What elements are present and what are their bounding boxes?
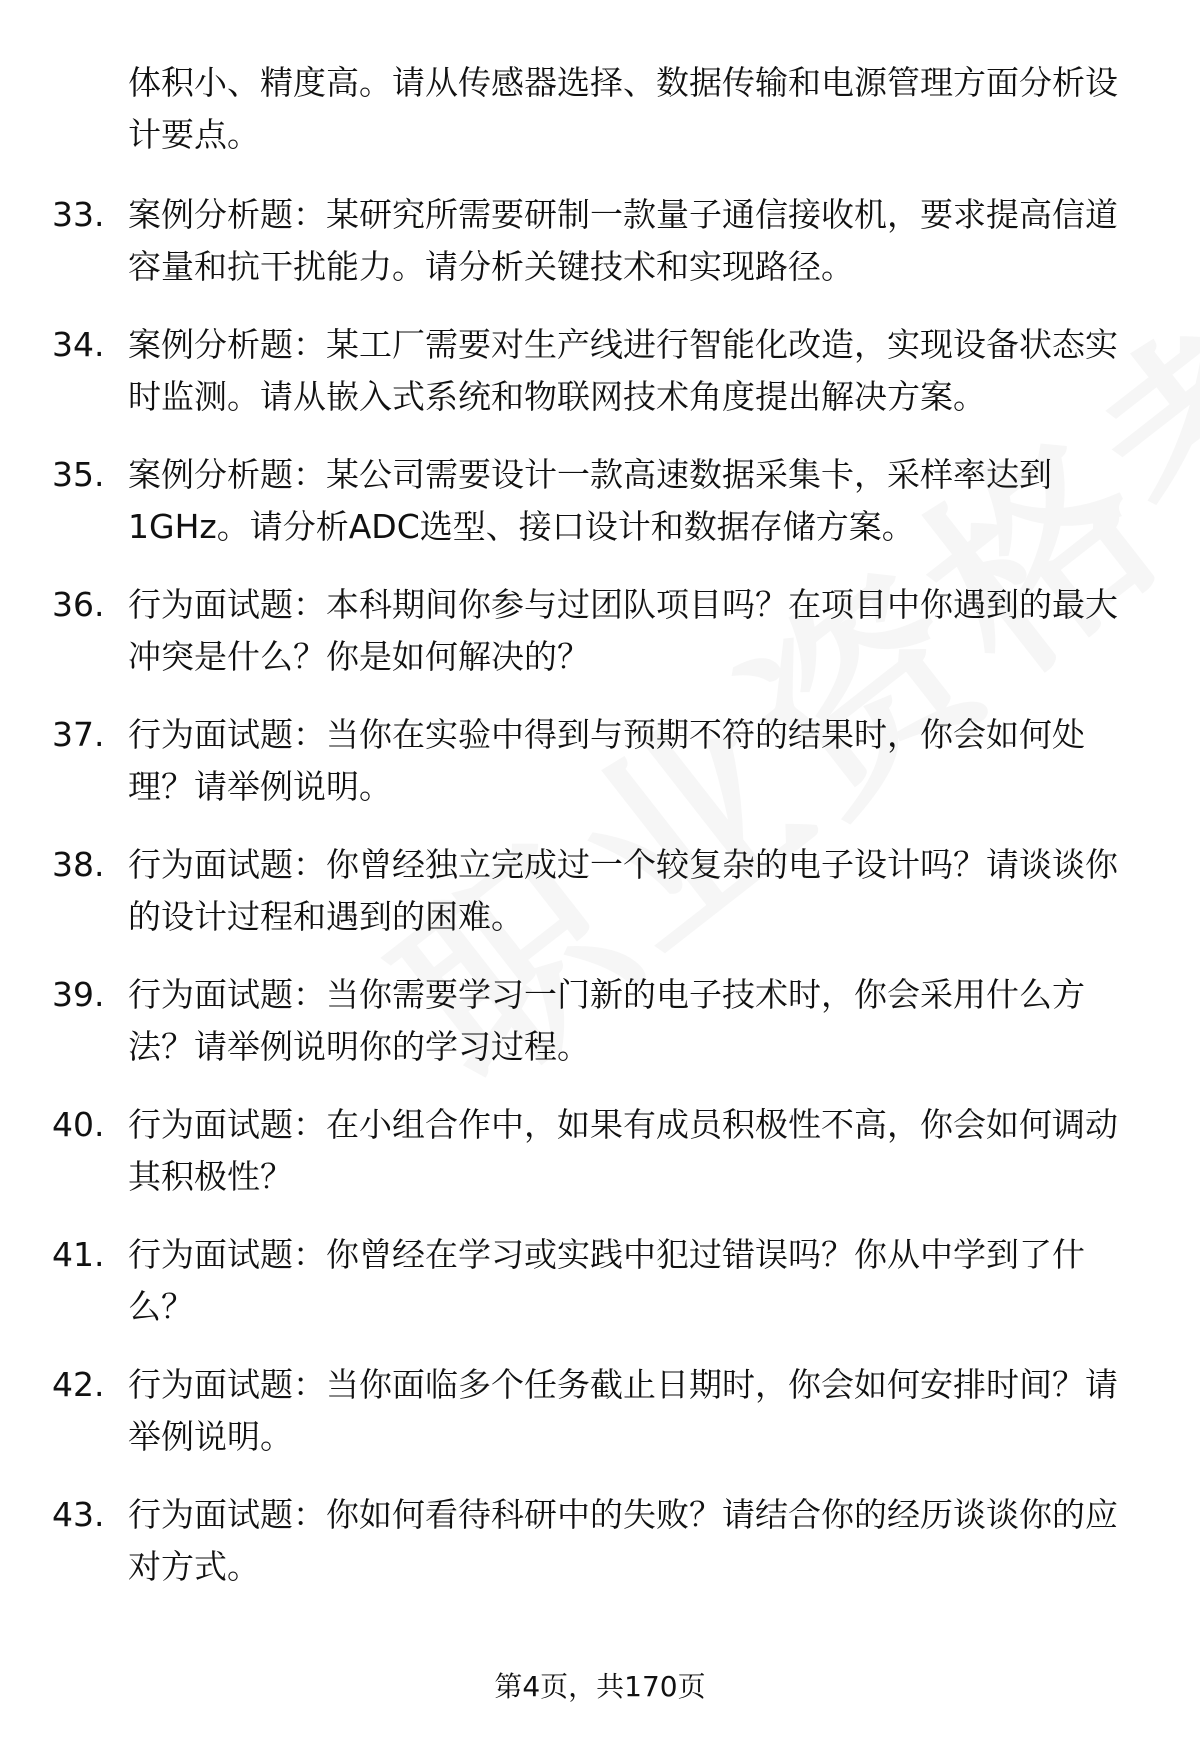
question-item [52,319,1142,423]
question-number: 42. [52,1365,105,1404]
question-item [52,839,1142,943]
question-text: 行为面试题：当你需要学习一门新的电子技术时，你会采用什么方法？请举例说明你的学习过程。 [128,975,1085,1066]
page-footer: 第4页，共170页 [494,1670,706,1703]
question-item [52,579,1142,683]
question-number: 34. [52,325,105,364]
question-text: 案例分析题：某研究所需要研制一款量子通信接收机，要求提高信道容量和抗干扰能力。请分析关键技术和实现路径。 [128,195,1118,286]
question-item [52,1489,1142,1593]
question-number: 35. [52,455,105,494]
question-item [52,969,1142,1073]
question-number: 36. [52,585,105,624]
question-number: 37. [52,715,105,754]
question-text: 行为面试题：你如何看待科研中的失败？请结合你的经历谈谈你的应对方式。 [128,1495,1118,1586]
question-list [52,57,1142,1619]
question-item [52,189,1142,293]
question-number: 41. [52,1235,105,1274]
question-text: 案例分析题：某公司需要设计一款高速数据采集卡，采样率达到1GHz。请分析ADC选型、接口设计和数据存储方案。 [128,455,1052,546]
question-item [52,1229,1142,1333]
question-text: 行为面试题：你曾经在学习或实践中犯过错误吗？你从中学到了什么？ [128,1235,1085,1326]
question-item [52,1099,1142,1203]
question-text: 行为面试题：当你在实验中得到与预期不符的结果时，你会如何处理？请举例说明。 [128,715,1085,806]
question-text: 行为面试题：在小组合作中，如果有成员积极性不高，你会如何调动其积极性？ [128,1105,1118,1196]
question-text: 行为面试题：本科期间你参与过团队项目吗？在项目中你遇到的最大冲突是什么？你是如何解决的？ [128,585,1118,676]
question-text: 行为面试题：你曾经独立完成过一个较复杂的电子设计吗？请谈谈你的设计过程和遇到的困难。 [128,845,1118,936]
question-item [52,709,1142,813]
question-number: 43. [52,1495,105,1534]
question-item [52,449,1142,553]
question-number: 33. [52,195,105,234]
question-number: 39. [52,975,105,1014]
question-text: 行为面试题：当你面临多个任务截止日期时，你会如何安排时间？请举例说明。 [128,1365,1118,1456]
question-text: 案例分析题：某工厂需要对生产线进行智能化改造，实现设备状态实时监测。请从嵌入式系统和物联网技术角度提出解决方案。 [128,325,1118,416]
question-number: 38. [52,845,105,884]
continued-question-text: 体积小、精度高。请从传感器选择、数据传输和电源管理方面分析设计要点。 [128,63,1118,154]
question-number: 40. [52,1105,105,1144]
question-item [52,1359,1142,1463]
